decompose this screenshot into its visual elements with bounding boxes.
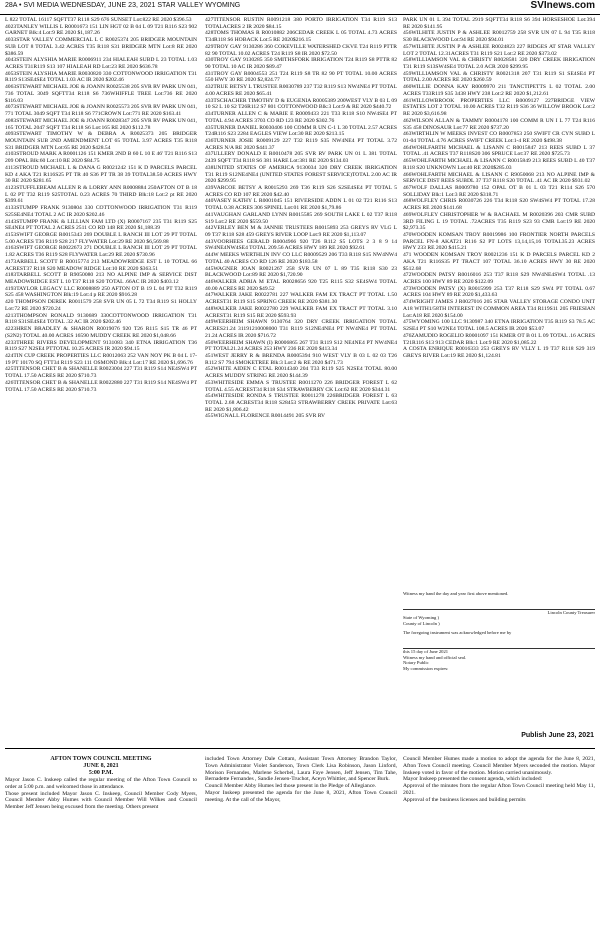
legal-entry: A COSTA ENRIQUE R0016333 253 GREYS RV VLLY L 19 T37 R118 S29 319 GREYS RIVER Lot:19 RE 2020 $1,124.81 [403, 346, 595, 359]
legal-entry: 440VASEY KATHY L R0001045 151 RIVERSIDE ADDN L 01 02 T21 R116 S13 TOTAL 0.38 ACRES 306 SPINEL Lot:01 RE 2020 $1,79.86 [205, 198, 397, 212]
legal-entry: 424TIN CUP CREEK PROPERTIES LLC R0012063 252 VAN NOY PK B 04 L 17-19 PT 10170 SQ FTT34 R119 S23 111 OSMOND Blk:4 Lot:17 RE 2020 $1,696.76 [5, 352, 197, 366]
legal-entry: 4043STEIN ALYSHIA MARIE R0006911 234 HIALEAH SUBD L 23 TOTAL 1.03 ACRES T31R119 S13 107 HIALEAH RD Lot:23 RE 2020 $636.78 [5, 57, 197, 71]
signature-line [403, 601, 595, 610]
meeting-title: AFTON TOWN COUNCIL MEETING [50, 756, 152, 762]
legal-entry: 437ULLERY DONALD E R0010478 205 SVR RV PARK UN 01 L 381 TOTAL 2439 SQFT T34 R118 S6 381 HARE Lot:381 RE 2020 $134.03 [205, 151, 397, 165]
legal-entry: 438UNITED STATES OF AMERICA 9130034 320 DRY CREEK IRRIGATION T31 R119 S12NE4NE4 (UNITED STATES FOREST SERVICE)TOTAL 2.00 AC IR 2020 $299.95 [205, 164, 397, 185]
page-header [0, 0, 600, 15]
legal-entry: 4053STEIN ALYSHIA MARIE R0030820 330 COTTONWOOD IRRIGATION T31 R119 S13SE4SE4 TOTAL 1.03 AC IR 2020 $202.46 [5, 70, 197, 84]
legal-entry: 442VERLEY BEN M & JANNIE TRUSTEES R0015893 253 GREYS RV VLG L 09 T37 R118 S28 459 GREYS RIVER LOOP Lot:9 RE 2020 $1,113.07 [205, 225, 397, 238]
legal-entry: 427TITENSOR RUSTIN R0091218 380 PORTO IRRIGATION T34 R119 S13 TOTALACRES 2 IR 2020 $84.15 [205, 17, 397, 30]
meeting-date: JUNE 8, 2021 [83, 763, 119, 769]
legal-entry: 4193TAYLOR LEGACY LLC R0008889 250 AFTON OT B 19 L 04 PT T32 R119 S25 458 WASHINGTON Blk:19 Lot:4 p RE 2020 $916.28 [5, 285, 197, 299]
legal-entry: 4063STEWART MICHAEL JOE & JOANN R0025538 205 SVR RV PARK UN 041, 736 TOTAL 3049 SQFTT34 R118 S6 736WHIFFLE TREE Lot:736 RE 2020 $116.03 [5, 84, 197, 104]
legal-entry: 4073STEWART MICHAEL JOE & JOANN R0025573 205 SVR RV PARK UN 041, 771 TOTAL 3049 SQFT T34 R118 S6 771CROWN Lot:771 RE 2020 $163.41 [5, 104, 197, 118]
legal-entry: 4153SWIFT GEORGE R0015343 269 DOUBLE L RANCH III LOT 29 PT TOTAL 5.00 ACRES T36 R119 S28 217 FLYWATER Lot:29 RE 2020 $6,569.88 [5, 232, 197, 245]
legal-entry: 4183TARBELL SCOTT B R9050080 213 NO ALPINE IMP & SERVICE DIST MEADOWRIDGE EST L 10 T37 R118 S20 TOTAL .66AC IR 2020 $403.12 [5, 272, 197, 286]
council-meeting-section [5, 756, 595, 924]
legal-entry: 447WALKER JAKE R0022781 227 WALKER FAM EX TRACT PT TOTAL 1.50 ACREST31 R119 S15 SPRING CREEK RE 2020 $381.30 [205, 292, 397, 306]
legal-entry: 445WAGNER JOAN R0021267 258 SVR UN 07 L 89 T35 R118 S30 23 BLACKWOOD Lot:89 RE 2020 $1,720.90 [205, 265, 397, 279]
legal-entry: 4223HREN BRADLEY & SHARON R0019076 920 T26 R115 S15 TR 46 PT (S2N2) TOTAL 40.00 ACRES 16590 MUDDY CREEK RE 2020 $1,048.66 [5, 326, 197, 339]
legal-entry: 470WOODEN KOMSAN TROY R0019986 100 FRONTIER NORTH PARCELS PARCEL FN-8 AKAT21 R116 S2 PT LOTS 13,14,15,16 TOTAL35.23 ACRES HWY 233 RE 2020 $415.21 [403, 232, 595, 252]
legal-entry: 435TURNER DANIEL R0030406 100 COMM R UN C-1 L 30 TOTAL 2.57 ACRES T24R116 S23 2284 EAGLES VIEW Lot:30 RE 2020 $213.15 [205, 124, 397, 138]
legal-entry: 450WEERHEIM SHAWN (I) R0006865 267 T31 R119 S12 NE4NE4 PT NW4NE4 PT TOTAL21.24 ACRES 253 HWY 236 RE 2020 $413.34 [205, 339, 397, 353]
legal-entry: 431TROY GAY R0004553 251 T24 R119 S8 TR 82 90 PT TOTAL 10.00 ACRES 550 HWY 30 RE 2020 $2,824.77 [205, 70, 397, 84]
legal-entry: 432TRUE BETSY L TRUSTEE R0030789 237 T32 R119 S13 NW4NE4 PT TOTAL 4.00 ACRES RE 2020 $65.41 [205, 84, 397, 97]
meeting-paragraph: Approval of the minutes from the regular Afton Town Council meeting held May 11, 2021. [403, 783, 595, 796]
county-text: County of Lincoln ) [403, 620, 440, 626]
legal-entry: 462WILSON ALLAN & TAMMY R0004178 100 COMM R UN I L 77 T24 R116 S35 458 DINOSAUR Lot:77 RE 2020 $737.20 [403, 117, 595, 131]
legal-entry: 428TOMS THOMAS R R0010882 206CEDAR CREEK L 05 TOTAL 4.73 ACRES T34R118 S6 HOBACK Lot:5 RE 2020$216.15 [205, 30, 397, 44]
legal-entry: 446WALKER ADRIA M ETAL R0028656 920 T25 R115 S32 SE4SW4 TOTAL 40.00 ACRES RE 2020 $49.52 [205, 279, 397, 292]
legal-column-2 [205, 17, 397, 803]
legal-entry: 4113STROUD MICHAEL L & DANA G R0021242 151 K D PARCELS PARCEL KD 4 AKA T21 R116S25 PT TR 40 S36 PT TR 38 39 TOTAL38.50 ACRES HWY 30 RE 2020 $281.65 [5, 164, 197, 185]
legal-entry: 436TURNER JOSIE R0009129 227 T32 R119 S35 NW4NE4 PT TOTAL 3.72 ACRES N/A RE 2020 $441.37 [205, 137, 397, 151]
meeting-paragraph: Council Member Humes made a motion to adopt the agenda for the June 8, 2021, Afton Town Council meeting. Council Member Myers seconded the motion. Mayor Inskeep voted in favor of the motion. Motion carried unanimously. [403, 756, 595, 776]
legal-entry: 466WOHLFARTH MICHAEL & LISANN C R9050068 213 NO ALPINE IMP & SERVICE DIST REES SUBDL 37 T37 R118 S20 TOTAL .41 AC IR 2020 $931.02 [403, 171, 595, 185]
legal-entry: L 822 TOTAL 16117 SQFTT37 R118 S29 676 SUNSET Lot:822 RE 2020 $396.53 [5, 17, 192, 23]
legal-entry: 4173ARBELL SCOTT B R0015774 213 MEADOWRIDGE EST L 10 TOTAL 66 ACREST37 R118 S20 MEADOW RIDGE Lot:10 RE 2020 $363.51 [5, 258, 197, 272]
state-text: State of Wyoming ) [403, 615, 440, 621]
legal-entry: 464WOHLFARTH MICHAEL & LISANN C R0015847 213 REES SUBD L 37 TOTAL .41 ACRES T37 R118S20 306 SPRUCE Lot:37 RE 2020 $725.73 [403, 144, 595, 158]
council-column-2 [205, 756, 397, 924]
legal-entry: 420 THOMPSON DEREK R0011579 258 SVR UN 05 L 72 T34 R119 S1 HOLLY Lot:72 RE 2020 $720.24 [5, 299, 197, 312]
meeting-paragraph: Mayor Inskeep presented the agenda for the June 8, 2021, Afton Town Council meeting. At the call of the Mayor, [205, 789, 397, 803]
legal-entry: 475WYOMING 100 LLC 9130987 340 ETNA IRRIGATION T35 R119 S3 78.5 AC S2SE4 PT S10 W2NE4 TOTAL 108.5 ACRES IR 2020 $53.07 [403, 319, 595, 333]
treasurer-signature-block [403, 591, 595, 731]
legal-entry: 4103STROUD MARK A R0001126 151 KMER 2ND B 60 L 10 E 46' T21 R116 S13 209 OPAL Blk:60 Lot:10 RE 2020 $84.75 [5, 151, 197, 165]
meeting-paragraph: Those present included Mayor Jason C. Inskeep, Council Member Cody Myers, Council Member Abby Humes with Council Member Will Wilkes and Council Member Jeff Jensen being excused from the meeting. Others present [5, 790, 197, 811]
council-column-1 [5, 756, 197, 924]
section-divider [5, 748, 595, 749]
legal-entry: 443VOORHEES GERALD R0004966 920 T26 R112 S5 LOTS 2 3 8 9 14 SW4NE4NW4SE4 TOTAL 209.56 ACRES HWY 189 RE 2020 $92.61 [205, 238, 397, 252]
notary-public-label: Notary Public [403, 660, 429, 666]
meeting-paragraph: included Town Attorney Dale Cottam, Assistant Town Attorney Brandon Taylor, Town Administrator Violet Sanderson, Town Clerk Lisa Robinson, Jason Linford, Morison Fernandes, Marlene Scherbel, Laura Faye Jensen, Jeff Jensen, Tim Tahe, Bernadette Fernandes , Sandie Jensen-Truchot, Aceyn Whittier, and Spencer Burk. [205, 756, 397, 783]
legal-entry: 430TROY GAY 9130285 350 SMITHSFORK IRRIGATION T24 R119 S8 PTTR 82 90 TOTAL 10 AC IR 2020 $89.47 [205, 57, 397, 71]
legal-entry: 4163SWIFT GEORGE R0022673 271 DOUBLE L RANCH III LOT 29 PT TOTAL 1.82 ACRES T36 R119 S28 FLYWATER Lot:29 RE 2020 $730.96 [5, 245, 197, 259]
meeting-paragraph: Approval of the business licenses and building permits [403, 796, 526, 803]
legal-entry: 463WIRTHLIN W MEEKS INVEST CO R0007853 250 SWIFT CR CYN SUBD L 01-04 TOTAL 4.76 ACRES SWIFT CREEK Lot:1-4 RE 2020 $498.38 [403, 131, 595, 144]
legal-entry: 453WHITESIDE EMMA S TRUSTEE R0011270 226 BRIDGER FOREST L 62 TOTAL 4.55 ACREST34 R118 S34 STRAWBERRY CK Lot:62 RE 2020 $344.31 [205, 379, 397, 393]
legal-entry: 473WOODEN PATSY (X) R0015999 253 T37 R118 S29 SW4 PT TOTAL 0.67 ACRES 104 HWY 89 RE 2020 $1,433.63 [403, 285, 595, 299]
meeting-paragraph: Council Member Abby Humes led those present in the Pledge of Allegiance. [205, 783, 377, 790]
legal-entry: 455WIGNALL FLORENCE R0014491 205 SVR RV [205, 413, 326, 420]
legal-entry: 456WILHITE JUSTIN P & ASHLEE R0012759 258 SVR UN 07 L 94 T35 R118 S30 BLACKWOOD Lot:94 RE 2020 $94.01 [403, 30, 595, 44]
meeting-paragraph: Mayor Inskeep presented the consent agenda, which included: [403, 776, 543, 783]
legal-entry: 4023TANLEY WILLIS L R0001673 151 LIN HGT 02 B 04 L 09 T21 R116 S23 902 GARNET Blk:4 Lot:9 RE 2020 $1,187.26 [5, 23, 197, 37]
site-name: SVInews.com [530, 0, 595, 11]
legal-entry: 4083STEWART MICHAEL JOE & JOANN R0028347 205 SVR RV PARK UN 041, 165 TOTAL 2047 SQFT T34 R118 S6 Lot:165 RE 2020 $112.78 [5, 117, 197, 131]
legal-entry: 439VARCOE BETSY A R0015293 269 T36 R119 S26 S2SE4SE4 PT TOTAL 5 ACRES CO RD 107 RE 2020 $42.40 [205, 184, 397, 198]
legal-entry: 448WALKER JAKE R0022780 229 WALKER FAM EX TRACT PT TOTAL 3.10 ACREST31 R119 S15 RE 2020 $593.93 [205, 305, 397, 319]
legal-entry: 4143STUMPP FRANK & LILLIAN FAM LTD (X) R0007167 235 T31 R119 S25 SE4NE4 PT TOTAL 2 ACRES 2511 CO RD 148 RE 2020 $1,188.39 [5, 218, 197, 232]
legal-entry: 429TROY GAY 9130286 360 COKEVILLE WATERSHED CKVE T24 R119 PTTR 82 90 TOTAL 10.02 ACRES T24 R119 S8 IR 2020 $72.50 [205, 43, 397, 57]
council-column-3 [403, 756, 595, 924]
legal-entry: 444W MEEKS WERTHLIN INV CO LLC R0009529 206 T33 R118 S15 NW4NW4 TOTAL 40 ACRES CO RD 126 RE 2020 $183.58 [205, 252, 397, 265]
legal-column-1 [5, 17, 197, 803]
legal-entry: 461WILLOWBROOK PROPERTIES LLC R0009127 227BRIDGE VIEW ESTATES LOT 2 TOTAL 10.00 ACRES T32 R119 S36 36 WILLOW BROOK Lot:2 RE 2020 $3,616.98 [403, 97, 595, 118]
legal-entry: 4033STAR VALLEY COMMERCIAL L C R0025374 205 BRIDGER MOUNTAIN SUB LOT 8 TOTAL 3.42 ACRES T35 R118 S31 BRIDGER MTN Lot:8 RE 2020 $386.59 [5, 37, 197, 57]
legal-entry: 4123STUFFLEBEAM ALLEN R & LORRY ANN R0008884 250AFTON OT B 18 L 02 PT T32 R119 S25TOTAL 0.23 ACRES 70 THIRD Blk:18 Lot:2 pt RE 2020 $399.61 [5, 184, 197, 205]
legal-entry: 472WOODEN PATSY R0016016 253 T37 R118 S29 NW4NE4SW4 TOTAL .13 ACRES 100 HWY 89 RE 2020 $122.09 [403, 272, 595, 286]
legal-entry: 4133STUMPP FRANK 9130804 330 COTTONWOOD IRRIGATION T31 R119 S25SE4NE4 TOTAL 2 AC IR 2020 $202.46 [5, 205, 197, 218]
legal-entry: 4233THREE RIVERS DEVELOPMENT 9131083 340 ETNA IRRIGATION T36 R119 S27 N2SE4 PTTOTAL 10.25 ACRES IR 2020 $94.15 [5, 339, 197, 353]
foregoing-text: The foregoing instrument was acknowledged before me by [403, 630, 512, 636]
notary-signature-line [403, 640, 595, 649]
legal-entry: 449WEERHEIM SHAWN 9130764 320 DRY CREEK IRRIGATION TOTAL ACRES21.24 31191210008000 T31 R119 S12NE4NE4 PT NW4NE4 PT TOTAL 21.24 ACRES IR 2020 $716.72 [205, 319, 397, 339]
legal-entry: 451WEST JERRY R & BRENDA R0005394 910 WEST VLY B 03 L 02 03 T26 R112 S7 794 SMOKETREE Blk:3 Lot:2 & RE 2020 $471.73 [205, 352, 397, 366]
legal-entry: 426TITENSOR CHET B & SHANELLE R0022880 227 T31 R119 S14 NE4SW4 PT TOTAL 17.50 ACRES RE 2020 $710.73 [5, 379, 197, 393]
legal-entry: 4093STEWART TIMOTHY W & DEBRA A R0025373 205 BRIDGER MOUNTAIN SUB 2ND AMENDMENT LOT 65 TOTAL 3.97 ACRES T35 R118 S31 BRIDGER MTN Lot:65 RE 2020 $428.54 [5, 131, 197, 151]
legal-entry: 457WILHITE JUSTIN P & ASHLEE R0024823 227 RIDGES AT STAR VALLEY LOT 2 TOTAL 12.31ACRES T31 R119 S21 Lot:2 RE 2020 $373.02 [403, 43, 595, 57]
witness-text: Witness my hand the day and year first above mentioned. [403, 591, 509, 596]
treasurer-title: Lincoln County Treasurer [547, 609, 595, 615]
legal-entry: 441VAUGHAN GARLAND LYNN R0015585 269 SOUTH LAKE L 02 T37 R118 S19 Lot:2 RE 2020 $559.50 [205, 211, 397, 225]
legal-entry: 4213THOMPSON RONALD 9130689 330COTTONWOOD IRRIGATION T31 R118 S31SE4SE4 TOTAL .32 AC IR 2020 $202.46 [5, 312, 197, 326]
publish-date: Publish June 23, 2021 [521, 732, 594, 739]
date-text: this 15 day of June 2021 [403, 648, 449, 654]
legal-entry: 434TURNER ALLEN C & MARIE E R0009433 221 T33 R118 S10 NW4SE4 PT TOTAL 4.94 ACRES 3703 CO RD 123 RE 2020 $302.76 [205, 111, 397, 124]
legal-entry: 474WRIGHT JAMES J R0027016 205 STAR VALLEY STORAGE CONDO UNIT A18 WITH1/58TH INTEREST IN COMMON AREA T34 R119S11 205 FRIESIAN Lot:A18 RE 2020 $154.00 [403, 299, 595, 319]
official-seal-text: Witness my hand and official seal. [403, 654, 467, 660]
legal-entry: 469WOLFLEY CHRISTOPHER W & RACHAEL M R0020396 203 CMR SUBD 3RD FILING L 19 TOTAL .72ACRES T35 R119 S23 93 CMR Lot:19 RE 2020 $2,973.35 [403, 211, 595, 232]
legal-entry: 465WOHLFARTH MICHAEL & LISANN C R0015849 213 REES SUBD L 40 T37 R118 S20 UNKNOWN Lot:40 RE 2020$285.03 [403, 158, 595, 171]
legal-entry: 433TSCHACHER TIMOTHY D & EUGENIA R0005389 200WEST VLY B 03 L 09 10 S2 L 10 S2 T26R112 S7 801 COTTONWOOD Blk:3 Lot:9 & RE 2020 $440.72 [205, 97, 397, 111]
legal-entry: 459WILLIAMSON VAL & CHRISTY R0021318 207 T31 R119 S1 SE4SE4 PT TOTAL 2.00 ACRES RE 2020 $260.59 [403, 70, 595, 84]
commission-text: My commission expires: [403, 665, 449, 671]
page-info: 28A • SVI MEDIA WEDNESDAY, JUNE 23, 2021 STAR VALLEY WYOMING [5, 2, 241, 9]
legal-entry: 471 WOODEN KOMSAN TROY R0021236 151 K D PARCELS PARCEL KD 2 AKA T21 R116S35 PT TRACT 107 TOTAL 36.10 ACRES HWY 30 RE 2020 $512.68 [403, 252, 595, 272]
meeting-time: 5:00 P.M. [88, 770, 114, 776]
legal-entry: 454WHITESIDE RONDA S TRUSTEE R0011278 226BRIDGER FOREST L 63 TOTAL 2.68 ACREST34 R118 S28453 STRAWBERRY CREEK PRIVATE Lot:63 RE 2020 $1,806.42 [205, 393, 397, 413]
legal-entry: 468WOLFLEY CHRIS R0030726 226 T34 R118 S20 SW4SW4 PT TOTAL 17.28 ACRES RE 2020 $141.68 [403, 198, 595, 212]
legal-entry: 452WHITE AIDEN C ETAL R0014340 204 T33 R119 S25 N2SE4 TOTAL 80.00 ACRES MUDDY STRING RE 2020 $144.39 [205, 366, 397, 380]
legal-entry: PARK UN 01 L 394 TOTAL 2919 SQFTT34 R118 S6 394 HORSESHOE Lot:394 RE 2020 $141.95 [403, 17, 595, 30]
legal-entry: 425TITENSOR CHET B & SHANELLE R0023004 227 T31 R119 S14 NE4SW4 PT TOTAL 17.50 ACRES RE 2020 $710.73 [5, 366, 197, 380]
legal-entry: 460WILLIE DONNA KAY R0009970 211 TANCTIPETTS L 02 TOTAL 2.00 ACRES T33R119 S35 3438 HWY 238 Lot:2 RE 2020 $1,212.61 [403, 84, 595, 97]
legal-entry: 467WOLF DALLAS R0009780 152 OPAL OT B 01 L 03 T21 R114 S26 570 SOLLIDAY Blk:1 Lot:3 RE 2020 $318.71 [403, 184, 595, 198]
legal-entry: 476ZAMUDIO ROGELIO R0001097 151 KMER OT B 01 L 09 TOTAL .16 ACRES T21R116 S13 913 CEDAR Blk:1 Lot:9 RE 2020 $1,085.22 [403, 332, 595, 346]
meeting-paragraph: Mayor Jason C. Inskeep called the regular meeting of the Afton Town Council to order at 5:00 p.m. and welcomed those in attendance. [5, 777, 197, 790]
legal-column-3 [403, 17, 595, 591]
legal-entry: 458WILLIAMSON VAL & CHRISTY R0028581 320 DRY CREEK IRRIGATION T31 R119 S13SW4SE4 TOTAL 2.0 ACR 2020 $299.95 [403, 57, 595, 71]
